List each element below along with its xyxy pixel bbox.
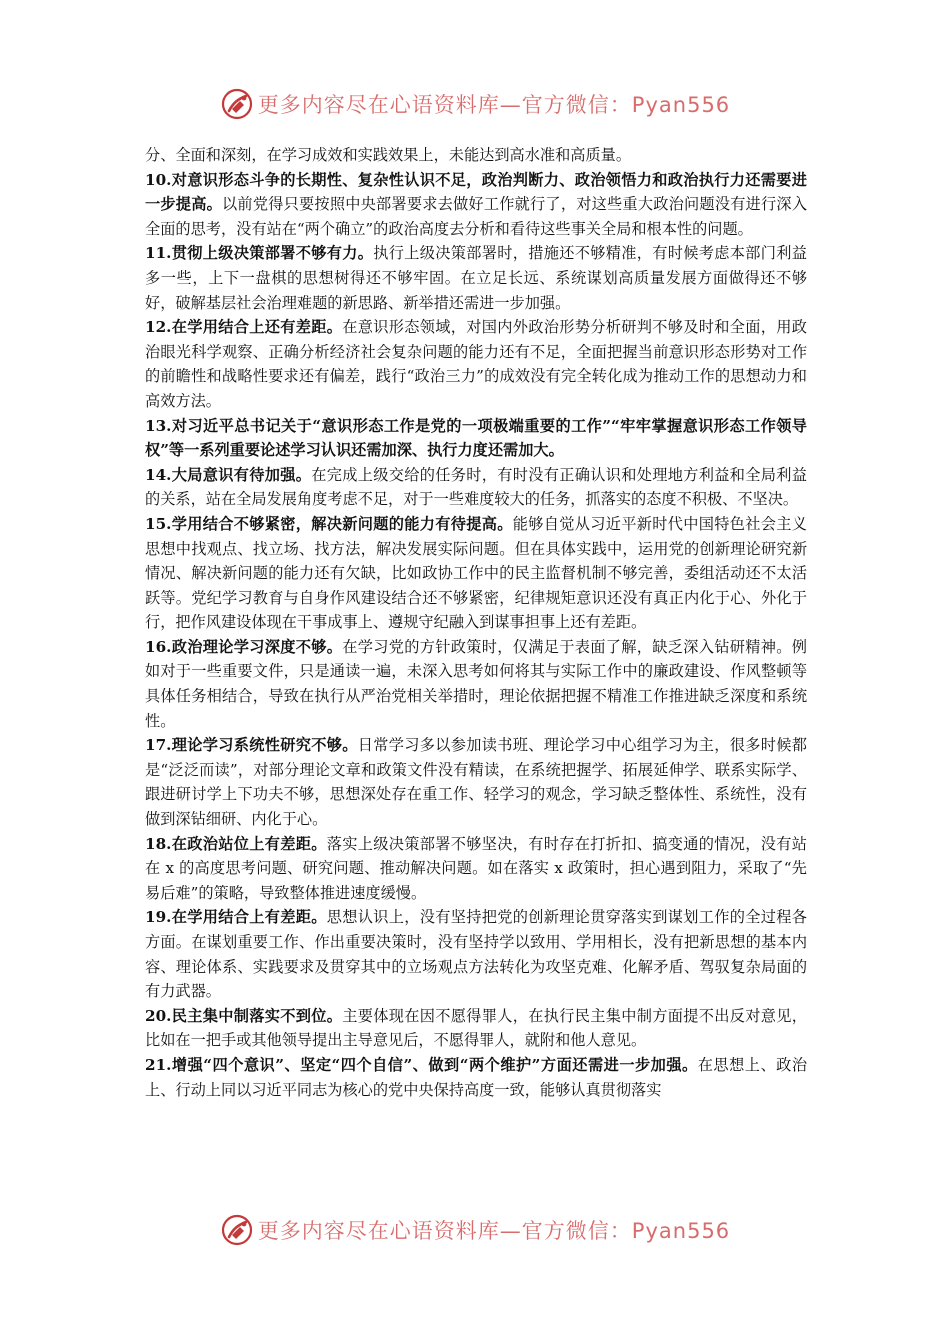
document-body bbox=[145, 143, 807, 1102]
paragraph-body: 能够自觉从习近平新时代中国特色社会主义思想中找观点、找立场、找方法，解决发展实际问题。但在具体实践中，运用党的创新理论研究新情况、解决新问题的能力还有欠缺，比如政协工作中的民主监督机制不够完善，委组活动还不太活跃等。党纪学习教育与自身作风建设结合还不够紧密，纪律规矩意识还没有真正内化于心、外化于行，把作风建设体现在干事成事上、遵规守纪融入到谋事担事上还有差距。 bbox=[145, 514, 807, 632]
paragraph-heading: 21.增强“四个意识”、坚定“四个自信”、做到“两个维护”方面还需进一步加强。 bbox=[145, 1055, 698, 1074]
header-banner-text: 更多内容尽在心语资料库—官方微信：Pyan556 bbox=[257, 93, 731, 117]
header-banner bbox=[0, 84, 950, 124]
paragraph bbox=[145, 905, 807, 1003]
paragraph-heading: 18.在政治站位上有差距。 bbox=[145, 834, 327, 853]
paragraph bbox=[145, 241, 807, 315]
paragraph-heading: 15.学用结合不够紧密，解决新问题的能力有待提高。 bbox=[145, 514, 513, 533]
paragraph bbox=[145, 733, 807, 831]
paragraph-body: 主要体现在因不愿得罪人，在执行民主集中制方面提不出反对意见，比如在一把手或其他领导提出主导意见后，不愿得罪人，就附和他人意见。 bbox=[145, 1006, 807, 1050]
paragraph bbox=[145, 832, 807, 906]
footer-banner-text: 更多内容尽在心语资料库—官方微信：Pyan556 bbox=[257, 1219, 731, 1243]
paragraph-heading: 16.政治理论学习深度不够。 bbox=[145, 637, 343, 656]
paragraph-heading: 14.大局意识有待加强。 bbox=[145, 465, 312, 484]
paragraph bbox=[145, 414, 807, 463]
paragraph bbox=[145, 168, 807, 242]
paragraph-body: 日常学习多以参加读书班、理论学习中心组学习为主，很多时候都是“泛泛而读”，对部分理论文章和政策文件没有精读，在系统把握学、拓展延伸学、联系实际学、跟进研讨学上下功夫不够，思想深处存在重工作、轻学习的观念，学习缺乏整体性、系统性，没有做到深钻细研、内化于心。 bbox=[145, 736, 807, 829]
logo-icon bbox=[220, 87, 254, 121]
paragraph-heading: 17.理论学习系统性研究不够。 bbox=[145, 736, 358, 755]
paragraph bbox=[145, 512, 807, 635]
paragraph-body: 在思想上、政治上、行动上同以习近平同志为核心的党中央保持高度一致，能够认真贯彻落实 bbox=[145, 1055, 808, 1099]
paragraph-body: 在学习党的方针政策时，仅满足于表面了解，缺乏深入钻研精神。例如对于一些重要文件，只是通读一遍，未深入思考如何将其与实际工作中的廉政建设、作风整顿等具体任务相结合，导致在执行从严治党相关举措时，理论依据把握不精准工作推进缺乏深度和系统性。 bbox=[145, 637, 807, 730]
paragraph-body: 思想认识上，没有坚持把党的创新理论贯穿落实到谋划工作的全过程各方面。在谋划重要工作、作出重要决策时，没有坚持学以致用、学用相长，没有把新思想的基本内容、理论体系、实践要求及贯穿其中的立场观点方法转化为攻坚克难、化解矛盾、驾驭复杂局面的有力武器。 bbox=[145, 908, 807, 1001]
paragraph-body: 落实上级决策部署不够坚决，有时存在打折扣、搞变通的情况，没有站在 x 的高度思考问题、研究问题、推动解决问题。如在落实 x 政策时，担心遇到阻力，采取了“先易后难”的策略，导致整体推进速度缓慢。 bbox=[145, 834, 807, 902]
paragraph-heading: 12.在学用结合上还有差距。 bbox=[145, 318, 343, 337]
paragraph-body: 在意识形态领域，对国内外政治形势分析研判不够及时和全面，用政治眼光科学观察、正确分析经济社会复杂问题的能力还有不足，全面把握当前意识形态形势对工作的前瞻性和战略性要求还有偏差，践行“政治三力”的成效没有完全转化成为推动工作的思想动力和高效方法。 bbox=[145, 318, 807, 410]
paragraph bbox=[145, 1004, 807, 1053]
paragraph bbox=[145, 143, 807, 168]
paragraph-body: 以前党得只要按照中央部署要求去做好工作就行了，对这些重大政治问题没有进行深入全面的思考，没有站在“两个确立”的政治高度去分析和看待这些事关全局和根本性的问题。 bbox=[145, 195, 808, 238]
paragraph-body: 在完成上级交给的任务时，有时没有正确认识和处理地方利益和全局利益的关系，站在全局发展角度考虑不足，对于一些难度较大的任务，抓落实的态度不积极、不坚决。 bbox=[145, 465, 807, 509]
paragraph-heading: 20.民主集中制落实不到位。 bbox=[145, 1006, 343, 1025]
paragraph-heading: 19.在学用结合上有差距。 bbox=[145, 908, 327, 927]
paragraph-body: 分、全面和深刻，在学习成效和实践效果上，未能达到高水准和高质量。 bbox=[145, 146, 631, 164]
footer-banner bbox=[0, 1210, 950, 1250]
paragraph-heading: 13.对习近平总书记关于“意识形态工作是党的一项极端重要的工作”“牢牢掌握意识形态工作领导权”等一系列重要论述学习认识还需加深、执行力度还需加大。 bbox=[145, 416, 807, 460]
paragraph bbox=[145, 315, 807, 413]
paragraph-heading: 11.贯彻上级决策部署不够有力。 bbox=[145, 244, 374, 263]
paragraph bbox=[145, 1053, 807, 1102]
paragraph bbox=[145, 635, 807, 733]
paragraph-body: 执行上级决策部署时，措施还不够精准，有时候考虑本部门利益多一些，上下一盘棋的思想树得还不够牢固。在立足长远、系统谋划高质量发展方面做得还不够好，破解基层社会治理难题的新思路、新举措还需进一步加强。 bbox=[145, 244, 807, 312]
logo-icon bbox=[220, 1213, 254, 1247]
paragraph-heading: 10.对意识形态斗争的长期性、复杂性认识不足，政治判断力、政治领悟力和政治执行力还需要进一步提高。 bbox=[145, 170, 807, 214]
paragraph bbox=[145, 463, 807, 512]
